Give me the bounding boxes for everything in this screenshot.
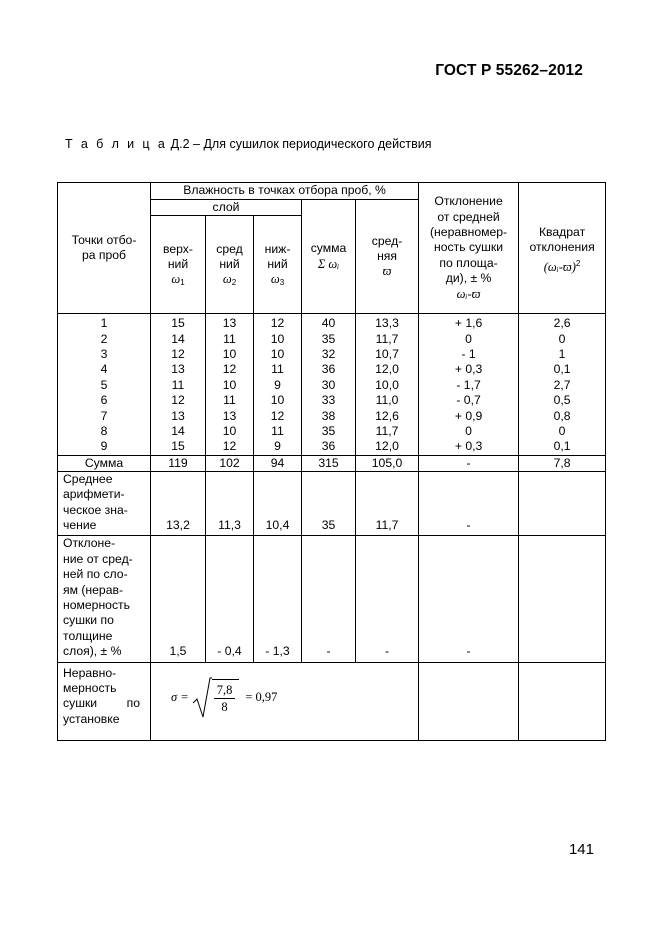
installation-row <box>58 662 606 740</box>
data-rows <box>58 314 606 456</box>
points-column: 1 2 3 4 5 6 7 8 9 <box>58 314 151 456</box>
layer-header: слой <box>151 200 302 216</box>
layer-deviation-upper: 1,5 <box>151 536 206 662</box>
layer-deviation-square <box>519 536 606 662</box>
total-row <box>58 455 606 471</box>
total-upper: 119 <box>151 455 206 471</box>
layer-deviation-average: - <box>356 536 419 662</box>
total-label: Сумма <box>58 455 151 471</box>
uniformity-formula: σ = $\frac{7,8}{8}$ = 0,97 <box>151 662 419 740</box>
middle-column: 13 11 10 12 10 11 13 10 12 <box>206 314 254 456</box>
mean-lower: 10,4 <box>254 471 302 536</box>
average-column: 13,3 11,7 10,7 12,0 10,0 11,0 12,6 11,7 12,0 <box>356 314 419 456</box>
installation-square <box>519 662 606 740</box>
mean-deviation: - <box>419 471 519 536</box>
formula-result: = 0,97 <box>245 690 278 704</box>
layer-deviation-lower: - 1,3 <box>254 536 302 662</box>
points-header: Точки отбо- ра проб <box>58 183 151 314</box>
layer-deviation-row <box>58 536 606 662</box>
mean-square <box>519 471 606 536</box>
lower-layer-header: ниж- ний $\omega_3$ <box>254 216 302 314</box>
upper-layer-header: верх- ний $\omega_1$ <box>151 216 206 314</box>
sum-column: 40 35 32 36 30 33 38 35 36 <box>302 314 356 456</box>
mean-average: 11,7 <box>356 471 419 536</box>
layer-deviation-label: Отклоне- ние от сред- ней по сло- ям (нерав- номерность сушки по толщине слоя), ± % <box>58 536 151 662</box>
deviation-column: + 1,6 0 - 1 + 0,3 - 1,7 - 0,7 + 0,9 0 + 0,3 <box>419 314 519 456</box>
total-sum: 315 <box>302 455 356 471</box>
formula-numerator: 7,8 <box>214 682 236 699</box>
square-column: 2,6 0 1 0,1 2,7 0,5 0,8 0 0,1 <box>519 314 606 456</box>
moisture-header: Влажность в точках отбора проб, % <box>151 183 419 200</box>
moisture-table <box>57 182 606 741</box>
mean-label: Среднее арифмети- ческое зна- чение <box>58 471 151 536</box>
sum-header: сумма Σ ωᵢ <box>302 200 356 314</box>
middle-layer-header: сред ний $\omega_2$ <box>206 216 254 314</box>
mean-sum: 35 <box>302 471 356 536</box>
document-header: ГОСТ Р 55262–2012 <box>435 62 583 79</box>
installation-deviation <box>419 662 519 740</box>
upper-column: 15 14 12 13 11 12 13 14 15 <box>151 314 206 456</box>
table-caption <box>65 137 431 151</box>
lower-column: 12 10 10 11 9 10 12 11 9 <box>254 314 302 456</box>
layer-deviation-sum: - <box>302 536 356 662</box>
formula-denominator: 8 <box>221 699 228 714</box>
caption-text: Д.2 – Для сушилок периодического действия <box>170 137 432 151</box>
layer-deviation-deviation: - <box>419 536 519 662</box>
average-header: сред- няя ϖ <box>356 200 419 314</box>
square-deviation-header: Квадрат отклонения (ωᵢ-ϖ)$^2$ <box>519 183 606 314</box>
total-deviation: - <box>419 455 519 471</box>
total-square: 7,8 <box>519 455 606 471</box>
sqrt-sign-icon <box>192 677 212 719</box>
mean-middle: 11,3 <box>206 471 254 536</box>
mean-upper: 13,2 <box>151 471 206 536</box>
caption-prefix: Т а б л и ц а <box>65 137 168 151</box>
total-lower: 94 <box>254 455 302 471</box>
total-average: 105,0 <box>356 455 419 471</box>
installation-label: Неравно- мерность сушки по установке <box>58 662 151 740</box>
total-middle: 102 <box>206 455 254 471</box>
layer-deviation-middle: - 0,4 <box>206 536 254 662</box>
page-number: 141 <box>568 841 594 858</box>
deviation-header: Отклонение от средней (неравномер- ность сушки по площа- ди), ± % ωᵢ-ϖ <box>419 183 519 314</box>
mean-row <box>58 471 606 536</box>
